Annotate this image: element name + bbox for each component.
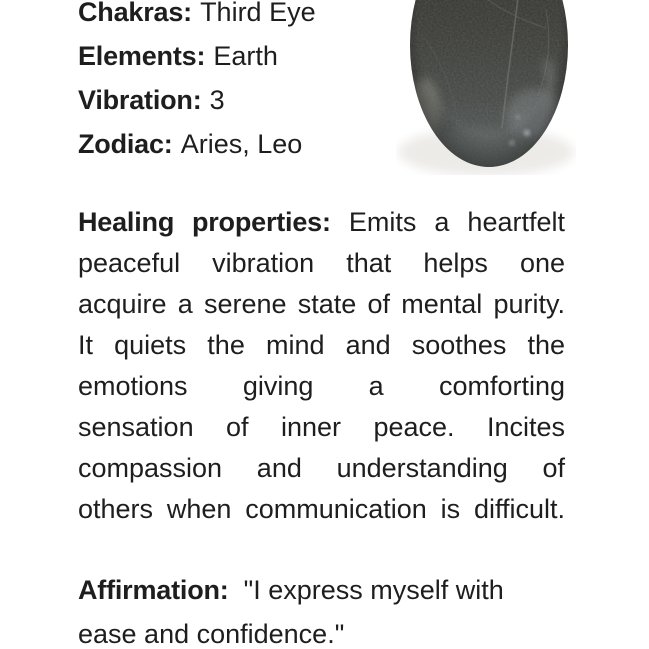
healing-line: It quiets the mind and soothes the	[78, 330, 565, 360]
vibration-value: 3	[209, 85, 225, 115]
affirmation-quote-start: "I express myself with	[236, 575, 504, 605]
chakras-label: Chakras:	[78, 0, 192, 27]
affirmation-paragraph	[78, 568, 565, 649]
text-column	[78, 0, 565, 649]
zodiac-value: Aries, Leo	[180, 129, 303, 159]
info-row-elements	[78, 34, 565, 78]
affirmation-line	[78, 568, 565, 612]
healing-line	[78, 202, 565, 243]
properties-list	[78, 0, 565, 166]
healing-line: others when communication is difficult.	[78, 494, 565, 524]
healing-line: peaceful vibration that helps one	[78, 248, 565, 278]
affirmation-label: Affirmation:	[78, 575, 229, 605]
info-row-chakras	[78, 0, 565, 34]
elements-label: Elements:	[78, 41, 206, 71]
healing-properties-paragraph	[78, 202, 565, 530]
healing-line: acquire a serene state of mental purity.	[78, 289, 565, 319]
zodiac-label: Zodiac:	[78, 129, 173, 159]
healing-properties-label: Healing properties:	[78, 207, 331, 237]
healing-line: compassion and understanding of	[78, 453, 565, 483]
chakras-value: Third Eye	[200, 0, 316, 27]
info-row-zodiac	[78, 122, 565, 166]
healing-line: sensation of inner peace. Incites	[78, 412, 565, 442]
affirmation-line: ease and confidence."	[78, 619, 345, 649]
vibration-label: Vibration:	[78, 85, 202, 115]
healing-line: emotions giving a comforting	[78, 371, 565, 401]
info-row-vibration	[78, 78, 565, 122]
healing-line-text: Emits a heartfelt	[330, 207, 565, 237]
elements-value: Earth	[213, 41, 278, 71]
